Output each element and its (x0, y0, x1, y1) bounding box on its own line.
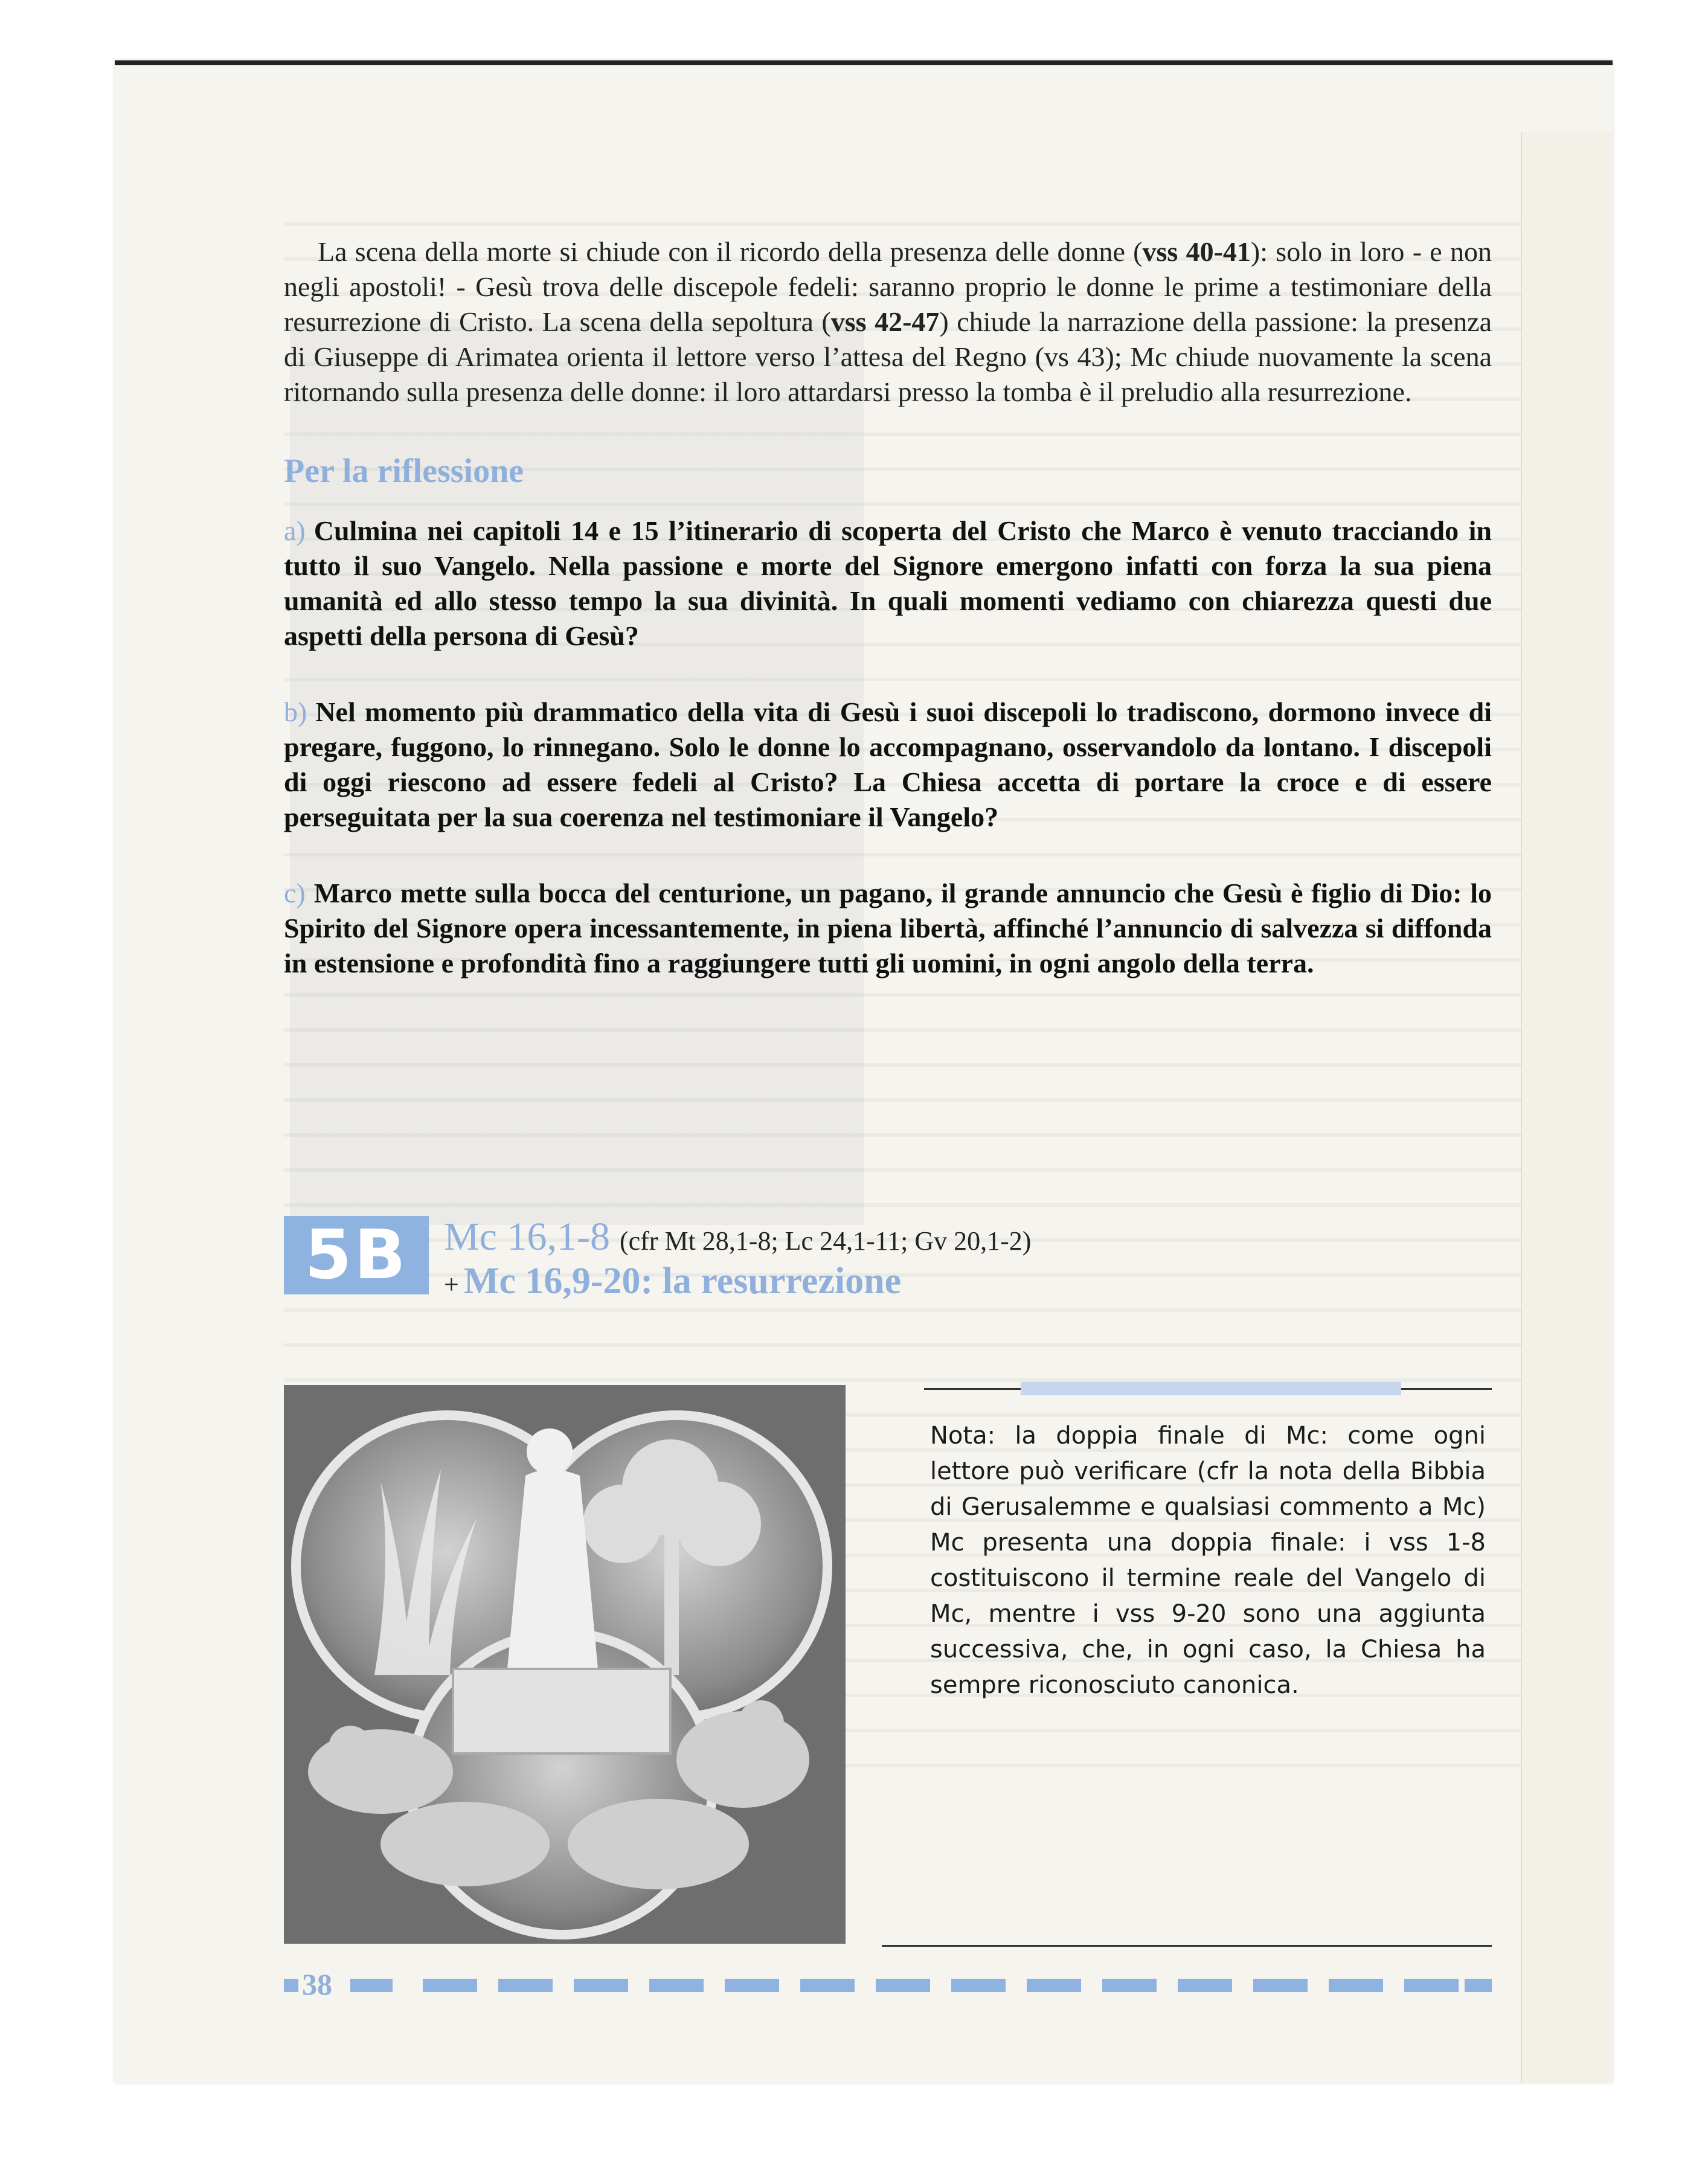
footer-bar (1404, 1979, 1459, 1992)
page-footer (284, 1967, 1492, 2003)
scripture-reference (444, 1214, 1031, 1260)
footer-bar (574, 1979, 628, 1992)
footer-bar (1465, 1979, 1492, 1992)
intro-paragraph (284, 234, 1492, 410)
question-letter: b) (284, 696, 307, 727)
question-letter: a) (284, 515, 306, 546)
intro-ref-1: vss 40-41 (1142, 236, 1251, 267)
note-top-rule (924, 1388, 1492, 1390)
reference-parallels: (cfr Mt 28,1-8; Lc 24,1-11; Gv 20,1-2) (619, 1226, 1032, 1256)
book-page (115, 60, 1613, 2083)
intro-text-2: ): solo in loro - e non negli apostoli! - Gesù trova delle discepole fedeli: saranno proprio le donne le prime a testimoniare della resurrezione di Cristo. La scena della sepoltura ( (284, 236, 1492, 337)
main-content (284, 234, 1492, 981)
section-title: Per la riflessione (284, 452, 524, 490)
resurrection-relief-image (284, 1385, 846, 1944)
footer-bar (423, 1979, 477, 1992)
question-text: Nel momento più drammatico della vita di Gesù i suoi discepoli lo tradiscono, dormono invece di pregare, fuggono, lo rinnegano. Solo le donne lo accompagnano, osservandolo da lontano. I discepoli di oggi riescono ad essere fedeli al Cristo? La Chiesa accetta di portare la croce e di essere perseguitata per la sua coerenza nel testimoniare il Vangelo? (284, 696, 1492, 832)
section-badge (284, 1216, 429, 1294)
footer-bar (284, 1979, 298, 1992)
reference-main: Mc 16,1-8 (444, 1215, 610, 1259)
footer-bar (725, 1979, 779, 1992)
intro-text-1: La scena della morte si chiude con il ricordo della presenza delle donne ( (318, 236, 1143, 267)
intro-ref-2: vss 42-47 (830, 306, 940, 337)
reference-plus: + (444, 1270, 459, 1299)
footer-bar (1253, 1979, 1308, 1992)
footer-bar (649, 1979, 704, 1992)
page-number: 38 (302, 1967, 332, 2001)
footer-bar (498, 1979, 553, 1992)
footer-bar (1102, 1979, 1157, 1992)
intro-text-3: ) chiude la narrazione della passione: la presenza di Giuseppe di Arimatea orienta il lettore verso l’attesa del Regno (vs 43); Mc chiude nuovamente la scena ritornando sulla presenza delle donne: il loro attardarsi presso la tomba è il preludio alla resurrezione. (284, 306, 1492, 407)
footer-bar (1178, 1979, 1232, 1992)
scripture-reference-second (444, 1260, 901, 1303)
question-text: Culmina nei capitoli 14 e 15 l’itinerario di scoperta del Cristo che Marco è venuto tracciando in tutto il suo Vangelo. Nella passione e morte del Signore emergono infatti con forza la sua piena umanità ed allo stesso tempo la sua divinità. In quali momenti vediamo con chiarezza questi due aspetti della persona di Gesù? (284, 515, 1492, 651)
footer-bar (876, 1979, 930, 1992)
footer-bar (350, 1979, 393, 1992)
question-letter: c) (284, 878, 306, 908)
footer-bar (1329, 1979, 1383, 1992)
question-b (284, 695, 1492, 835)
question-c (284, 876, 1492, 981)
footer-bar (1027, 1979, 1081, 1992)
note-highlight-band (1021, 1382, 1401, 1395)
reference-second: Mc 16,9-20: la resurrezione (463, 1261, 902, 1302)
question-text: Marco mette sulla bocca del centurione, un pagano, il grande annuncio che Gesù è figlio di Dio: lo Spirito del Signore opera incessantemente, in piena libertà, affinché l’annuncio di salvezza si diffonda in estensione e profondità fino a raggiungere tutti gli uomini, in ogni angolo della terra. (284, 878, 1492, 979)
relief-illustration (284, 1385, 846, 1944)
footer-bar (800, 1979, 855, 1992)
question-a (284, 513, 1492, 654)
footer-bar (951, 1979, 1006, 1992)
note-bottom-rule (882, 1945, 1492, 1947)
facing-page-edge (1521, 132, 1613, 2083)
note-box-text: Nota: la doppia finale di Mc: come ogni lettore può verificare (cfr la nota della Bibbia di Gerusalemme e qualsiasi commento a Mc) Mc presenta una doppia finale: i vss 1-8 costituiscono il termine reale del Vangelo di Mc, mentre i vss 9-20 sono una aggiunta successiva, che, in ogni caso, la Chiesa ha sempre riconosciuto canonica. (930, 1422, 1486, 1699)
section-badge-label: 5B (304, 1216, 408, 1294)
